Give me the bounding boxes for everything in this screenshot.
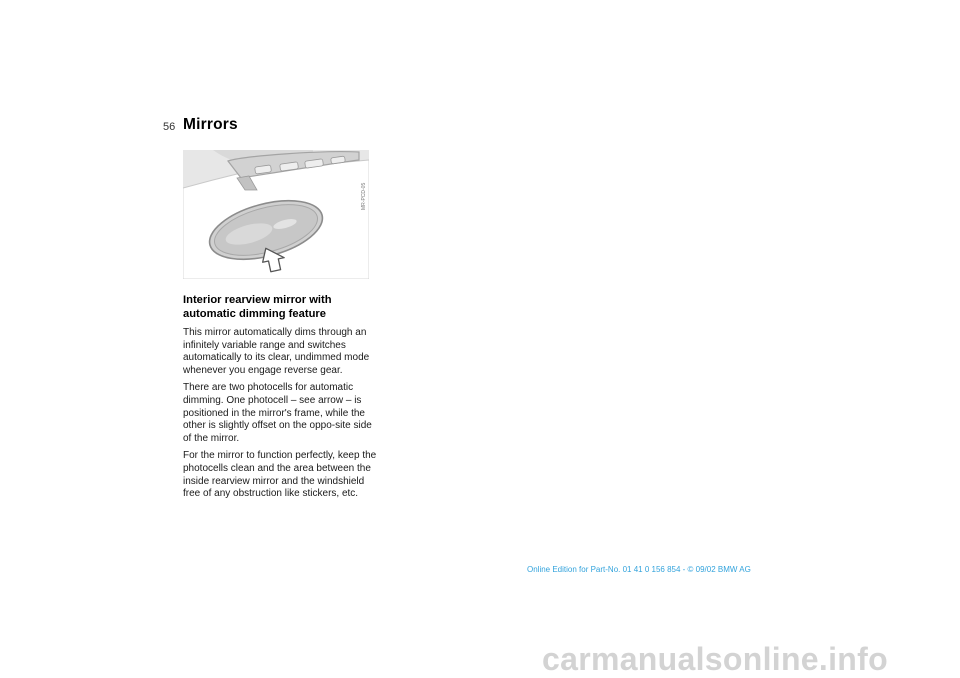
paragraph-photocells: There are two photocells for automatic dimming. One photocell – see arrow – is positioned in the mirror's frame, while the other is slightly offset on the oppo-site side of the mirror. [183, 382, 372, 444]
watermark: carmanualsonline.info [542, 641, 888, 677]
article [183, 294, 379, 506]
paragraph-maintenance: For the mirror to function perfectly, keep the photocells clean and the area between the inside rearview mirror and the windshield free of any obstruction like stickers, etc. [183, 450, 377, 500]
edition-note: Online Edition for Part-No. 01 41 0 156 854 - © 09/02 BMW AG [527, 565, 751, 574]
page-number: 56 [163, 121, 176, 133]
mirror-illustration [183, 150, 369, 279]
paragraph-dimming-function: This mirror automatically dims through an infinitely variable range and switches automatically to its clear, undimmed mode whenever you engage reverse gear. [183, 327, 370, 376]
page-title: Mirrors [183, 116, 238, 133]
figure-code: MR-PCD-05 [361, 182, 367, 210]
section-heading: Interior rearview mirror with automatic dimming feature [183, 294, 332, 320]
